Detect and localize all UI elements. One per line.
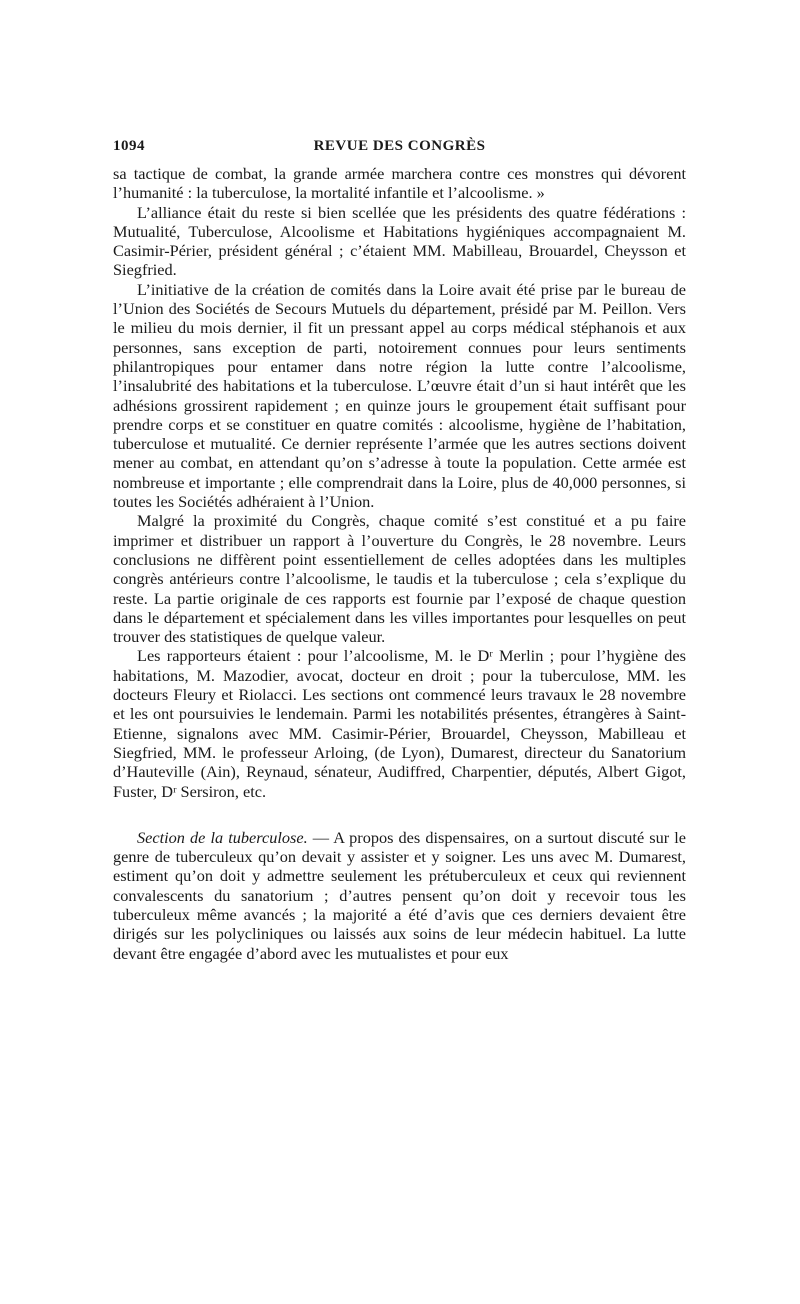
page-number: 1094 [113, 138, 145, 154]
journal-title: REVUE DES CONGRÈS [313, 138, 486, 154]
article-body [113, 164, 686, 963]
section-tuberculose-paragraph [113, 828, 686, 963]
running-head [113, 138, 686, 164]
paragraph-rapporteurs: Les rapporteurs étaient : pour l’alcoolisme, M. le Dʳ Merlin ; pour l’hygiène des habitations, M. Mazodier, avocat, docteur en droit ; pour la tuberculose, MM. les docteurs Fleury et Riolacci. Les sections ont commencé leurs travaux le 28 novembre et les ont poursuivies le lendemain. Parmi les notabilités présentes, étrangères à Saint-Etienne, signalons avec MM. Casimir-Périer, Brouardel, Cheysson, Mabilleau et Siegfried, MM. le professeur Arloing, (de Lyon), Dumarest, directeur du Sanatorium d’Hauteville (Ain), Reynaud, sénateur, Audiffred, Charpentier, députés, Albert Gigot, Fuster, Dʳ Sersiron, etc. [113, 646, 686, 801]
paragraph-alliance: L’alliance était du reste si bien scellée que les présidents des quatre fédérations : Mutualité, Tuberculose, Alcoolisme et Habitations hygiéniques accompagnaient M. Casimir-Périer, président général ; c’étaient MM. Mabilleau, Brouardel, Cheysson et Siegfried. [113, 202, 686, 280]
section-title: Section de la tuberculose. [137, 827, 308, 847]
document-page [113, 138, 686, 963]
paragraph-initiative: L’initiative de la création de comités dans la Loire avait été prise par le bureau de l’Union des Sociétés de Secours Mutuels du département, présidé par M. Peillon. Vers le milieu du mois dernier, il fit un pressant appel au corps médical stéphanois et aux personnes, sans exception de parti, notoirement connues pour leurs sentiments philantropiques pour entamer dans notre région la lutte contre l’alcoolisme, l’insalubrité des habitations et la tuberculose. L’œuvre était d’un si haut intérêt que les adhésions grossirent rapidement ; en quinze jours le groupement était suffisant pour prendre corps et se constituer en quatre comités : alcoolisme, hygiène de l’habitation, tuberculose et mutualité. Ce dernier représente l’armée que les autres sections doivent mener au combat, en attendant qu’on s’adresse à toute la population. Cette armée est nombreuse et importante ; elle comprendrait dans la Loire, plus de 40,000 personnes, si toutes les Sociétés adhéraient à l’Union. [113, 279, 686, 512]
section-text: — A propos des dispensaires, on a surtout discuté sur le genre de tuberculeux qu’on devait y assister et y soigner. Les uns avec M. Dumarest, estiment qu’on doit y admettre seulement les prétuberculeux et ceux qui reviennent convalescents du sanatorium ; d’autres pensent qu’on doit y recevoir tous les tuberculeux même avancés ; la majorité a été d’avis que ces derniers devaient être dirigés sur les polycliniques ou laissés aux soins de leur médecin habituel. La lutte devant être engagée d’abord avec les mutualistes et pour eux [113, 827, 686, 963]
paragraph-continuation: sa tactique de combat, la grande armée marchera contre ces monstres qui dévorent l’humanité : la tuberculose, la mortalité infantile et l’alcoolisme. » [113, 164, 686, 203]
paragraph-proximity: Malgré la proximité du Congrès, chaque comité s’est constitué et a pu faire imprimer et distribuer un rapport à l’ouverture du Congrès, le 28 novembre. Leurs conclusions ne diffèrent point essentiellement de celles adoptées dans les multiples congrès antérieurs contre l’alcoolisme, le taudis et la tuberculose ; cela s’explique du reste. La partie originale de ces rapports est fournie par l’exposé de chaque question dans le département et spécialement dans les villes importantes pour lesquelles on peut trouver des statistiques de quelque valeur. [113, 511, 686, 647]
